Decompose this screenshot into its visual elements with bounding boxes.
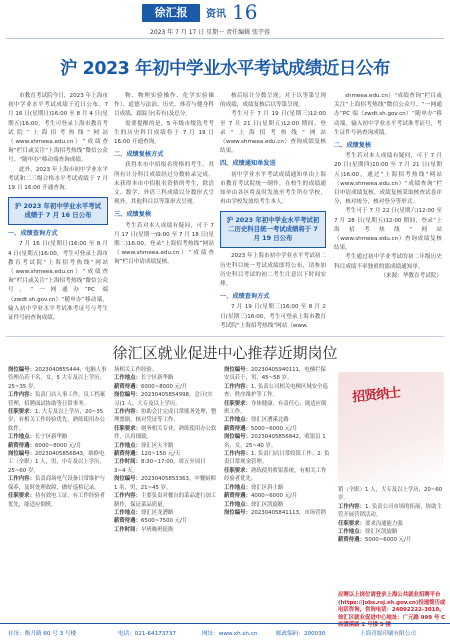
job-field-value: 5000~6000 元/月: [250, 425, 298, 432]
job-field-value: 持有效电工证，有工作经验者优先，能适应倒班。: [8, 493, 106, 508]
job-line: [114, 517, 218, 525]
subheading: 一、成绩查询方式: [8, 230, 58, 238]
job-line: [8, 492, 108, 509]
paragraph: 考生可于 7 月 22 日(星期六)12:00 至 7 月 28 日(星期五)12:00 期间，登录“上海招考热线”网站（www.shmeea.edu.cn）查询成绩复核结果。: [334, 208, 442, 252]
job-field-label: 任职要求：: [224, 467, 251, 474]
job-line: [114, 366, 218, 374]
jobs-column-4: [338, 486, 444, 545]
section-label: 资讯: [206, 9, 226, 20]
article1-headline: 沪 2023 年初中学业水平考试成绩近日公布: [60, 59, 390, 79]
subheading: 四、成绩通知单发送: [220, 160, 276, 168]
job-line: [114, 425, 218, 442]
job-field-label: 工作时间：: [114, 526, 141, 533]
jobs-column-2: [114, 366, 218, 534]
job-field-label: 薪资待遇：: [338, 537, 365, 544]
job-field-value: 1. 负责公司相关电梯区域安全巡查、秩序维护等工作。: [224, 383, 328, 399]
job-line: [224, 492, 330, 500]
job-line: [338, 503, 444, 520]
job-field-value: 徐汇区漕溪北路: [250, 417, 289, 424]
job-line: [8, 408, 108, 433]
job-line: [224, 467, 330, 484]
job-field-value: 负责门店人事工作，员工档案管理，招聘面试协助等日常事务。: [8, 392, 106, 407]
job-field-label: 工作地点：: [338, 529, 365, 536]
paragraph: 物、物理实验操作、化学实验操作）、道德与法治、历史、体育与健身科目成绩，跟踪分(若有)及总分。: [114, 93, 214, 118]
job-field-label: 工作内容：: [8, 476, 35, 483]
job-line: [224, 433, 330, 450]
jobs-column-3: [224, 366, 330, 517]
job-field-value: 1. 大专及以上学历，20~35 岁，有相关工作经验优先，熟练使用办公软件。: [8, 409, 106, 432]
callout-box: 沪 2023 年初中学业水平考试成绩于 7 月 16 日公布: [8, 197, 108, 225]
job-field-value: 徐汇区斜土路: [250, 484, 284, 491]
job-line: [114, 450, 218, 458]
article1-column-1: [8, 92, 108, 323]
job-line: [224, 501, 330, 509]
recruitment-illustration-text: 招贤纳士: [351, 385, 401, 406]
paragraph: 初中学业水平考试成绩通知单由上海市教育考试院统一制作，在校生的成绩通知单由各区将及时发放至考生所在学校，再由学校发放给考生本人。: [220, 171, 326, 206]
job-field-label: 薪资待遇：: [114, 518, 141, 525]
job-line: [224, 366, 330, 383]
job-line: [114, 408, 218, 425]
job-field-label: 任职要求：: [8, 493, 35, 500]
job-line: [114, 374, 218, 382]
footer-website: 网址：www.xh.sh.cn: [202, 631, 258, 637]
job-line: [224, 484, 330, 492]
subheading: 一、成绩查询方式: [220, 293, 270, 301]
job-field-value: 徐汇区龙漕路: [140, 509, 174, 516]
job-field-label: 工作地点：: [224, 484, 251, 491]
section-divider: [6, 336, 444, 337]
job-field-value: 销（全职）1 人，大专及以上学历，20~60 岁。: [338, 487, 443, 502]
subheading: 二、成绩复核方式: [114, 151, 164, 159]
job-field-value: 20230405940111，电梯拦保安员若干，男，45~58 岁。: [224, 367, 326, 382]
job-line: [114, 509, 218, 517]
job-field-value: 6500~7500 元/月: [140, 518, 188, 525]
job-field-value: 早班晚班轮换: [140, 526, 174, 533]
job-field-label: 岗位编号：: [8, 451, 35, 458]
article1-column-4: [334, 92, 442, 281]
footer-printer: 上海青源印刷有限公司: [360, 631, 416, 637]
job-line: [114, 475, 218, 492]
job-field-value: 20230405853363，中餐厨师 1 名，男，21~45 岁。: [114, 476, 216, 491]
job-field-value: 1. 负责公司市场的拓展，协助主管开展营销活动。: [338, 503, 442, 519]
job-line: [114, 391, 218, 408]
job-field-label: 任职要求：: [114, 425, 141, 432]
job-field-value: 协助会计完成日常账务处理，整理票据，核对凭证等工作。: [114, 409, 217, 424]
job-field-label: 工作内容：: [224, 451, 251, 458]
paragraph: 7 月 16 日(星期日)16:00 至 8 月 4 日(星期五)16:00，考生可登录上海市教育考试院“上海招考热线”网站（www.shmeea.edu.cn）“成绩查询”栏目或关注“上海招考热线”微信公众号，“一网通办”PC 端（zwdt.sh.gov.cn）“随申办”移动端，输入初中学业水平考试准考证号与考生证件号码查询成绩。: [8, 241, 108, 322]
job-line: [338, 520, 444, 528]
job-field-label: 工作地点：: [114, 442, 141, 449]
article1-column-3: [220, 92, 326, 331]
paragraph: 考生若对本人成绩有疑问，可于 7 月 17 日(星期一)9:00 至 7 月 18 日(星期二)16:00，登录“上海招考热线”网站（www.shmeea.edu.cn）“成绩查询”栏目申请成绩复核。: [114, 222, 214, 266]
paragraph: 考生通过初中学业考试的初二年级历史科目成绩不率独重的那成绩通知单。: [334, 254, 442, 270]
paragraph: 2023 年上海市初中学业水平考试初二历史科目统一考试成绩即将公布，请参加历史科目考试的初二考生注意以下时间安排。: [220, 253, 326, 288]
paragraph: 7 月 19 日(星期三)16:00 至 8 月 2 日(星期三)16:00，考生可登录上海市教育考试院“上海招考热线”网站（www.: [220, 304, 326, 329]
job-field-value: 长宁区新华路: [140, 375, 174, 382]
job-line: [338, 536, 444, 544]
paragraph: 核后原计分数呈现；对于以等第呈现的成绩，成绩复核后以等第呈现。: [220, 93, 326, 109]
job-field-label: 工作时间：: [114, 459, 141, 466]
article1-column-2: [114, 92, 214, 268]
paragraph: 考生可于 7 月 19 日(星期三)12:00 至 7 月 21 日(星期五)12:00 期间，登录“上海招考热线”网站（www.shmeea.edu.cn）查询成绩复核结果。: [220, 111, 326, 155]
job-field-label: 薪资待遇：: [114, 383, 141, 390]
job-field-value: 场相关工作经验。: [114, 367, 158, 373]
job-field-label: 岗位编号：: [114, 392, 141, 399]
masthead-rule: [6, 38, 444, 39]
job-field-label: 岗位编号：: [224, 367, 251, 373]
job-field-label: 工作内容：: [114, 409, 141, 416]
job-field-label: 任职要求：: [8, 409, 35, 416]
footer-address: 社址：衡升路 60 号 3 号楼: [8, 631, 77, 637]
dateline: 2023 年 7 月 17 日 星期一 责任编辑 张宇蓉: [150, 29, 270, 36]
job-field-value: 身体健康，有责任心，能适应倒班工作。: [224, 400, 327, 416]
job-field-label: 薪资待遇：: [224, 425, 251, 432]
subheading: 二、成绩复核: [334, 142, 372, 150]
paragraph: 需要提醒的是，5 年级市级选考考生的历史科目成绩将于 7 月 19 日 16:00 开通查询。: [114, 120, 214, 146]
paragraph: 获得本市中招报名资格的考生，其所有计分科目成绩经过分数转录完成，未获得本市中招报名资格的考生，除语文、数学、外语三科成绩以分数形式呈现外，其他科目以等第形式呈现。: [114, 162, 214, 206]
job-line: [8, 442, 108, 450]
job-field-value: 8:30~17:00，周五至周日 3~4 天。: [114, 459, 206, 474]
article2-headline: 徐汇区就业促进中心推荐近期岗位: [112, 344, 338, 362]
job-field-value: 徐汇区凯旋路: [250, 501, 284, 508]
paragraph: 市教育考试院今日，2023 年上海市初中学业水平考试成绩于近日公布。7 月 16 日(星期日)16:00 至 8 月 4 日(星期五)16:00，考生可登录上海市教育考试院“上海招考热线”网站（www.shmeea.edu.cn）“成绩查询”栏目或关注“上海招考热线”微信公众号、“随申办”移动端查询成绩。: [8, 93, 108, 164]
job-field-label: 工作地点：: [114, 375, 141, 382]
footer-postcode: 邮政编码：200030: [276, 631, 326, 637]
job-field-value: 财务相关专业，熟练使用办公软件，认真细致。: [114, 425, 217, 441]
job-line: [8, 366, 108, 391]
job-line: [114, 442, 218, 450]
job-line: [8, 475, 108, 492]
job-field-value: 20230405841113，市场营销: [250, 509, 326, 516]
job-line: [224, 509, 330, 517]
job-line: [224, 400, 330, 417]
application-notice: 应聘以上岗位请登录上海公共就业招聘平台(https://jobs.rsj.sh.gov.cn)投递简历或电话咨询，咨询电话：24092222-3010。徐汇区就业促进中心地址：广元路 999 号 C 座漕溪路 2 号楼 5 楼: [338, 592, 446, 629]
job-field-value: 20230405856843，维修电工（全职）1 人，男，中专及以上学历，25~60 岁。: [8, 451, 105, 474]
job-field-value: 熟练使用收银系统，有相关工作经验者优先。: [224, 467, 327, 483]
job-line: [114, 492, 218, 509]
job-field-value: 2023040855444，电脑人事管理员若干名，女，5 大专及以上学历，25~35 岁。: [8, 367, 107, 390]
job-line: [8, 450, 108, 475]
paragraph: shmeea.edu.cn）“成绩查询”栏目或关注“上海招考热线”微信公众号、“一网通办”PC 端（zwdt.sh.gov.cn）“随申办”移动端，输入初中学业水平考试准考证号，考生证件号码查询成绩。: [334, 93, 442, 136]
job-field-value: 5000~6000 元/月: [364, 537, 412, 544]
job-line: [8, 391, 108, 408]
job-field-value: 4000~6000 元/月: [250, 493, 298, 500]
paragraph: 考生若对本人成绩有疑问，可于 7 月 20 日(星期四)10:00 至 7 月 21 日(星期五)16:00，通过“上海招考热线”网站（www.shmeea.edu.cn）“成绩查询”栏目申请成绩复核。成绩复核采取核查试卷评分，核对统分，核对登分等形式。: [334, 153, 442, 206]
job-field-label: 工作内容：: [8, 392, 35, 399]
job-field-label: 工作地点：: [224, 501, 251, 508]
job-line: [338, 528, 444, 536]
job-field-label: 工作内容：: [224, 383, 251, 390]
job-line: [114, 383, 218, 391]
job-line: [224, 425, 330, 433]
job-field-label: 工作内容：: [338, 503, 365, 510]
job-line: [224, 416, 330, 424]
job-field-value: 负责商场电气设备日常维护与保养，及时处理故障，做好巡检记录。: [8, 476, 106, 491]
job-field-label: 工作地点：: [114, 509, 141, 516]
job-field-label: 岗位编号：: [224, 434, 251, 441]
article-credit: （来源：华教育考试院）: [380, 272, 442, 279]
job-field-label: 工作内容：: [114, 493, 141, 500]
job-field-value: 1. 负责门店日常收银工作；2. 负责日常现金管理。: [224, 451, 330, 466]
footer-phone: 电话：021-64173737: [118, 631, 176, 637]
job-field-label: 任职要求：: [338, 520, 365, 527]
job-field-value: 主要负责对餐台的菜品进行加工制作，保证菜品质量。: [114, 493, 217, 508]
job-field-value: 6000~8000 元/月: [34, 442, 82, 449]
job-field-label: 岗位编号：: [224, 509, 251, 516]
job-field-value: 要求沟通能力强: [364, 520, 403, 527]
job-field-label: 工作地点：: [8, 434, 35, 441]
job-field-label: 薪资待遇：: [114, 451, 141, 458]
job-line: [338, 486, 444, 503]
masthead: [0, 0, 450, 52]
job-line: [224, 450, 330, 467]
job-field-value: 徐汇区天平路: [140, 442, 174, 449]
paragraph: 此外，2023 年上海市初中学业水平考试和二三级合格水平考试成绩于 7 月 19 日 16:00 开通查询。: [8, 166, 108, 192]
job-field-value: 120~150 元/天: [140, 451, 181, 458]
job-field-value: 20230405854998，会计(实习)1 人，大专及以上学历。: [114, 392, 213, 407]
job-line: [114, 458, 218, 475]
job-line: [8, 433, 108, 441]
jobs-column-1: [8, 366, 108, 509]
job-line: [114, 526, 218, 534]
job-field-label: 岗位编号：: [8, 367, 35, 373]
job-field-label: 薪资待遇：: [8, 442, 35, 449]
job-field-value: 20230405856842，收银员 1 名，女，25~40 岁。: [224, 434, 326, 449]
job-field-value: 6000~8000 元/月: [140, 383, 188, 390]
job-field-label: 任职要求：: [224, 400, 251, 407]
callout-box: 沪 2023 年初中学业水平考试初二历史科目统一考试成绩将于 7 月 19 日公布: [220, 211, 326, 248]
subheading: 三、成绩复核: [114, 211, 152, 219]
footer: [0, 623, 450, 641]
job-line: [224, 383, 330, 400]
job-field-value: 长宁区新华路: [34, 434, 68, 441]
job-field-label: 岗位编号：: [114, 476, 141, 483]
page-number: 16: [232, 0, 258, 24]
job-field-label: 工作地点：: [224, 417, 251, 424]
newspaper-brand: 徐汇报: [142, 4, 200, 22]
job-field-label: 薪资待遇：: [224, 493, 251, 500]
job-field-value: 徐汇区凯旋路: [364, 529, 398, 536]
